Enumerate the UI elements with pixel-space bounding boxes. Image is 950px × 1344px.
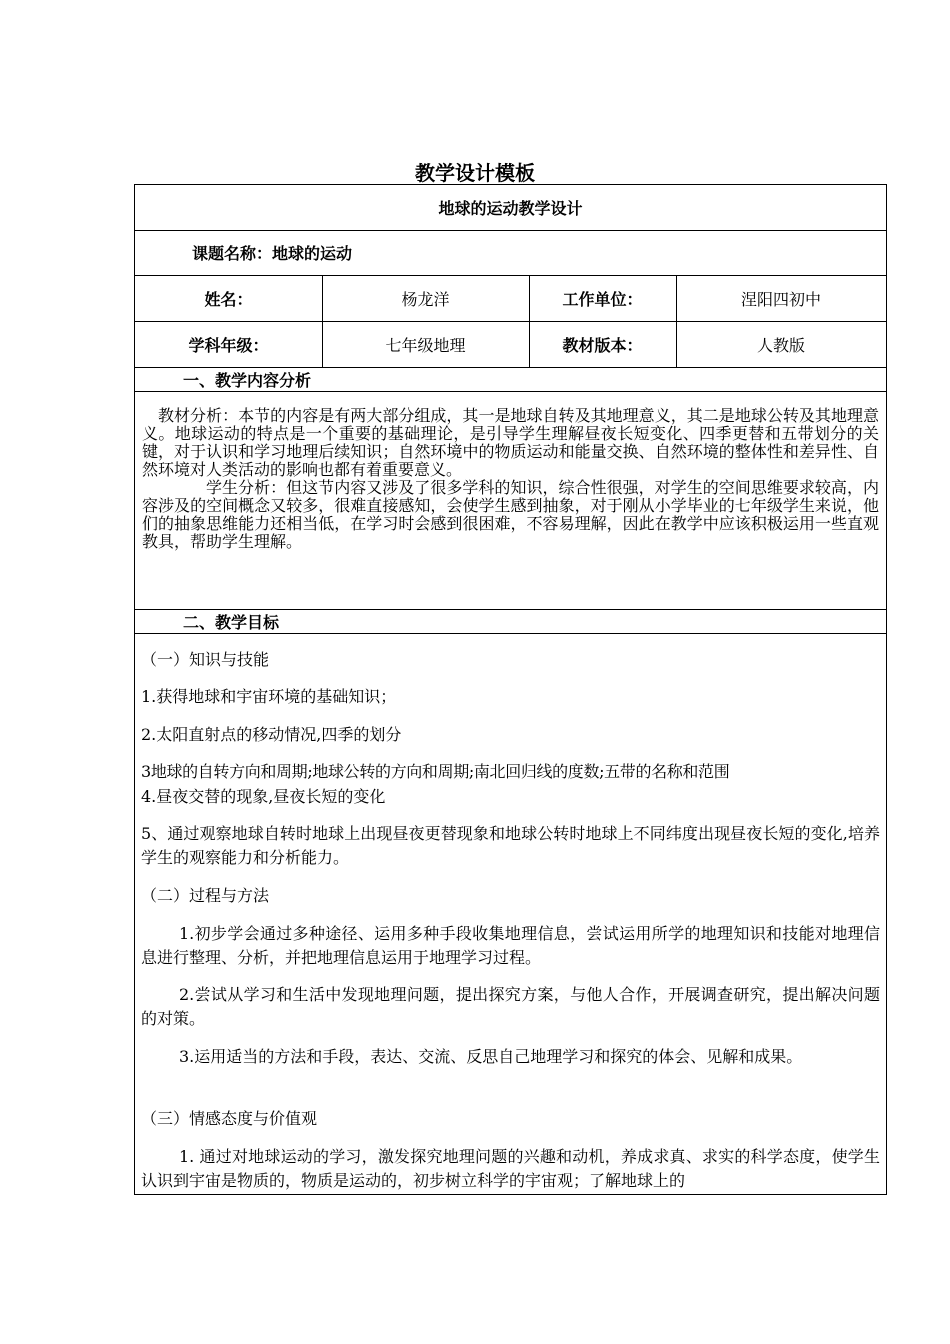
subheading-attitudes-values: （三）情感态度与价值观 [141,1109,318,1128]
row-divider [135,633,886,634]
section-heading-teaching-goals: 二、教学目标 [183,612,280,632]
goal-item: 5、通过观察地球自转时地球上出现昼夜更替现象和地球公转时地球上不同纬度出现昼夜长短的变化,培养学生的观察能力和分析能力。 [141,824,880,867]
goal-item: 4.昼夜交替的现象,昼夜长短的变化 [141,787,386,806]
goal-paragraph: 1.初步学会通过多种途径、运用多种手段收集地理信息，尝试运用所学的地理知识和技能对地理信息进行整理、分析，并把地理信息运用于地理学习过程。 [141,924,880,967]
student-analysis-paragraph: 学生分析：但这节内容又涉及了很多学科的知识，综合性很强，对学生的空间思维要求较高，内容涉及的空间概念又较多，很难直接感知，会使学生感到抽象，对于刚从小学毕业的七年级学生来说，他们的抽象思维能力还相当低，在学习时会感到很困难，不容易理解，因此在教学中应该积极运用一些直观教具，帮助学生理解。 [142,478,879,551]
goal-item: 2.太阳直射点的移动情况,四季的划分 [141,725,402,744]
section-heading-content-analysis: 一、教学内容分析 [183,370,312,390]
subheading-process-methods: （二）过程与方法 [141,886,270,905]
lesson-plan-table [134,184,887,1195]
textbook-label: 教材版本： [562,335,643,355]
textbook-value: 人教版 [756,335,805,355]
goal-item: 3地球的自转方向和周期;地球公转的方向和周期;南北回归线的度数;五带的名称和范围 [141,762,730,781]
goal-paragraph: 3.运用适当的方法和手段，表达、交流、反思自己地理学习和探究的体会、见解和成果。 [179,1047,803,1066]
document-title: 教学设计模板 [415,161,535,185]
subheading-knowledge-skills: （一）知识与技能 [141,650,270,669]
workplace-label: 工作单位： [562,289,643,309]
workplace-value: 涅阳四初中 [740,289,821,309]
subject-value: 七年级地理 [385,335,466,355]
textbook-analysis-paragraph: 教材分析：本节的内容是有两大部分组成，其一是地球自转及其地理意义，其二是地球公转及其地理意义。地球运动的特点是一个重要的基础理论，是引导学生理解昼夜长短变化、四季更替和五带划分的关键，对于认识和学习地理后续知识；自然环境中的物质运动和能量交换、自然环境的整体性和差异性、自然环境对人类活动的影响也都有着重要意义。 [142,406,879,479]
row-divider [135,391,886,392]
name-value: 杨龙洋 [401,289,450,309]
name-label: 姓名： [204,289,253,309]
subject-label: 学科年级： [188,335,269,355]
goal-item: 1.获得地球和宇宙环境的基础知识； [141,687,397,706]
content-analysis-text [142,407,879,551]
goal-paragraph: 1. 通过对地球运动的学习，激发探究地理问题的兴趣和动机，养成求真、求实的科学态度，使学生认识到宇宙是物质的，物质是运动的，初步树立科学的宇宙观；了解地球上的 [141,1147,880,1190]
goal-paragraph: 2.尝试从学习和生活中发现地理问题，提出探究方案，与他人合作，开展调查研究，提出解决问题的对策。 [141,985,880,1028]
topic-label: 课题名称：地球的运动 [192,244,353,263]
lesson-subtitle: 地球的运动教学设计 [438,199,583,218]
